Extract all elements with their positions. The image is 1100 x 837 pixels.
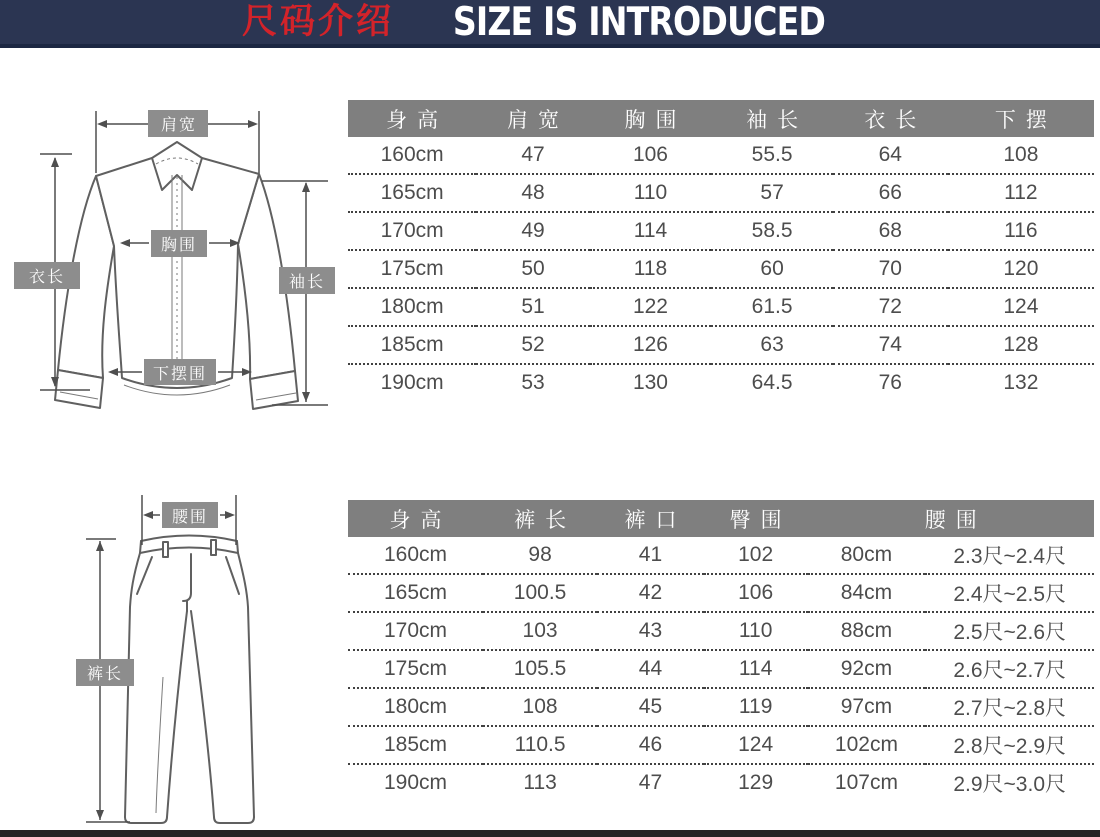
column-header: 身高	[348, 500, 483, 537]
table-cell: 175cm	[348, 250, 476, 288]
table-row	[348, 250, 1094, 288]
table-cell: 108	[948, 137, 1094, 174]
table-cell: 106	[704, 574, 808, 612]
table-row	[348, 612, 1094, 650]
table-cell: 106	[590, 137, 712, 174]
table-cell: 124	[948, 288, 1094, 326]
column-header: 袖长	[711, 100, 833, 137]
table-cell: 47	[476, 137, 589, 174]
shirt-size-table	[348, 100, 1094, 401]
table-cell: 61.5	[711, 288, 833, 326]
table-cell: 165cm	[348, 574, 483, 612]
table-row	[348, 688, 1094, 726]
table-row	[348, 574, 1094, 612]
table-cell: 2.4尺~2.5尺	[925, 574, 1094, 612]
table-cell: 116	[948, 212, 1094, 250]
table-row	[348, 650, 1094, 688]
table-cell: 49	[476, 212, 589, 250]
table-cell: 126	[590, 326, 712, 364]
shirt-diagram	[10, 78, 340, 443]
column-header: 裤长	[483, 500, 597, 537]
table-cell: 60	[711, 250, 833, 288]
table-cell: 112	[948, 174, 1094, 212]
table-cell: 51	[476, 288, 589, 326]
table-cell: 185cm	[348, 326, 476, 364]
table-cell: 64.5	[751, 371, 793, 394]
table-cell: 74	[833, 326, 948, 364]
column-header: 腰围	[808, 500, 1095, 537]
table-row	[348, 174, 1094, 212]
table-cell: 58.5	[711, 212, 833, 250]
table-row	[348, 137, 1094, 174]
shirt-label-garment-length: 衣长	[28, 267, 66, 286]
banner	[0, 0, 1100, 48]
column-header: 胸围	[590, 100, 712, 137]
column-header: 下摆	[948, 100, 1094, 137]
table-cell: 50	[476, 250, 589, 288]
table-row	[348, 537, 1094, 574]
table-cell: 76	[878, 371, 902, 394]
table-row	[348, 726, 1094, 764]
table-cell: 132	[1003, 371, 1039, 394]
column-header: 裤口	[597, 500, 704, 537]
table-cell: 53	[521, 371, 545, 394]
table-cell: 124	[704, 726, 808, 764]
table-cell: 88cm	[808, 612, 926, 650]
table-cell: 46	[597, 726, 704, 764]
table-cell: 44	[597, 650, 704, 688]
table-cell: 128	[948, 326, 1094, 364]
table-row	[348, 326, 1094, 364]
table-cell: 180cm	[348, 288, 476, 326]
table-cell: 2.5尺~2.6尺	[925, 612, 1094, 650]
table-cell: 47	[638, 771, 663, 794]
table-cell: 98	[483, 537, 597, 574]
table-cell: 160cm	[348, 137, 476, 174]
table-cell: 190cm	[383, 771, 448, 794]
table-cell: 42	[597, 574, 704, 612]
table-header-row	[348, 500, 1094, 537]
table-row	[348, 764, 1094, 801]
table-cell: 107cm	[834, 771, 898, 794]
table-cell: 105.5	[483, 650, 597, 688]
table-cell: 122	[590, 288, 712, 326]
bottom-bar	[0, 830, 1100, 837]
table-row	[348, 212, 1094, 250]
table-cell: 2.8尺~2.9尺	[925, 726, 1094, 764]
table-cell: 43	[597, 612, 704, 650]
table-cell: 185cm	[348, 726, 483, 764]
table-cell: 180cm	[348, 688, 483, 726]
table-cell: 66	[833, 174, 948, 212]
table-cell: 97cm	[808, 688, 926, 726]
table-cell: 80cm	[808, 537, 926, 574]
table-cell: 170cm	[348, 612, 483, 650]
table-cell: 103	[483, 612, 597, 650]
table-cell: 55.5	[711, 137, 833, 174]
table-cell: 102	[704, 537, 808, 574]
shirt-label-hem: 下摆围	[152, 364, 208, 383]
table-cell: 92cm	[808, 650, 926, 688]
banner-title-chinese: 尺码介绍	[242, 1, 395, 42]
table-cell: 114	[704, 650, 808, 688]
table-cell: 113	[523, 771, 557, 794]
banner-title-english: SIZE IS INTRODUCED	[452, 0, 826, 45]
table-cell: 2.7尺~2.8尺	[925, 688, 1094, 726]
pants-label-waist: 腰围	[171, 507, 209, 526]
table-cell: 2.6尺~2.7尺	[925, 650, 1094, 688]
pants-diagram	[10, 487, 340, 835]
table-cell: 114	[590, 212, 712, 250]
pants-size-table	[348, 500, 1094, 801]
table-cell: 102cm	[808, 726, 926, 764]
table-cell: 110	[704, 612, 808, 650]
table-cell: 57	[711, 174, 833, 212]
table-cell: 45	[597, 688, 704, 726]
table-cell: 72	[833, 288, 948, 326]
shirt-label-shoulder-width: 肩宽	[160, 115, 198, 134]
table-cell: 130	[632, 371, 668, 394]
table-cell: 110	[590, 174, 712, 212]
table-cell: 70	[833, 250, 948, 288]
table-cell: 68	[833, 212, 948, 250]
table-cell: 63	[711, 326, 833, 364]
column-header: 臀围	[704, 500, 808, 537]
column-header: 肩宽	[476, 100, 589, 137]
table-cell: 64	[833, 137, 948, 174]
table-cell: 190cm	[380, 371, 444, 394]
table-cell: 119	[704, 688, 808, 726]
table-cell: 108	[483, 688, 597, 726]
table-cell: 2.9尺~3.0尺	[953, 773, 1066, 796]
table-cell: 120	[948, 250, 1094, 288]
table-row	[348, 364, 1094, 401]
table-cell: 170cm	[348, 212, 476, 250]
table-cell: 110.5	[483, 726, 597, 764]
shirt-label-sleeve-length: 袖长	[288, 272, 326, 291]
pants-drawing	[125, 536, 254, 824]
shirt-label-chest: 胸围	[160, 235, 198, 254]
table-cell: 175cm	[348, 650, 483, 688]
table-cell: 160cm	[348, 537, 483, 574]
column-header: 衣长	[833, 100, 948, 137]
table-cell: 129	[738, 771, 774, 794]
table-cell: 165cm	[348, 174, 476, 212]
table-cell: 100.5	[483, 574, 597, 612]
table-cell: 48	[476, 174, 589, 212]
table-row	[348, 288, 1094, 326]
table-cell: 2.3尺~2.4尺	[925, 537, 1094, 574]
column-header: 身高	[348, 100, 476, 137]
table-cell: 84cm	[808, 574, 926, 612]
table-cell: 52	[476, 326, 589, 364]
table-header-row	[348, 100, 1094, 137]
pants-label-trouser-length: 裤长	[86, 664, 124, 683]
table-cell: 118	[590, 250, 712, 288]
table-cell: 41	[597, 537, 704, 574]
